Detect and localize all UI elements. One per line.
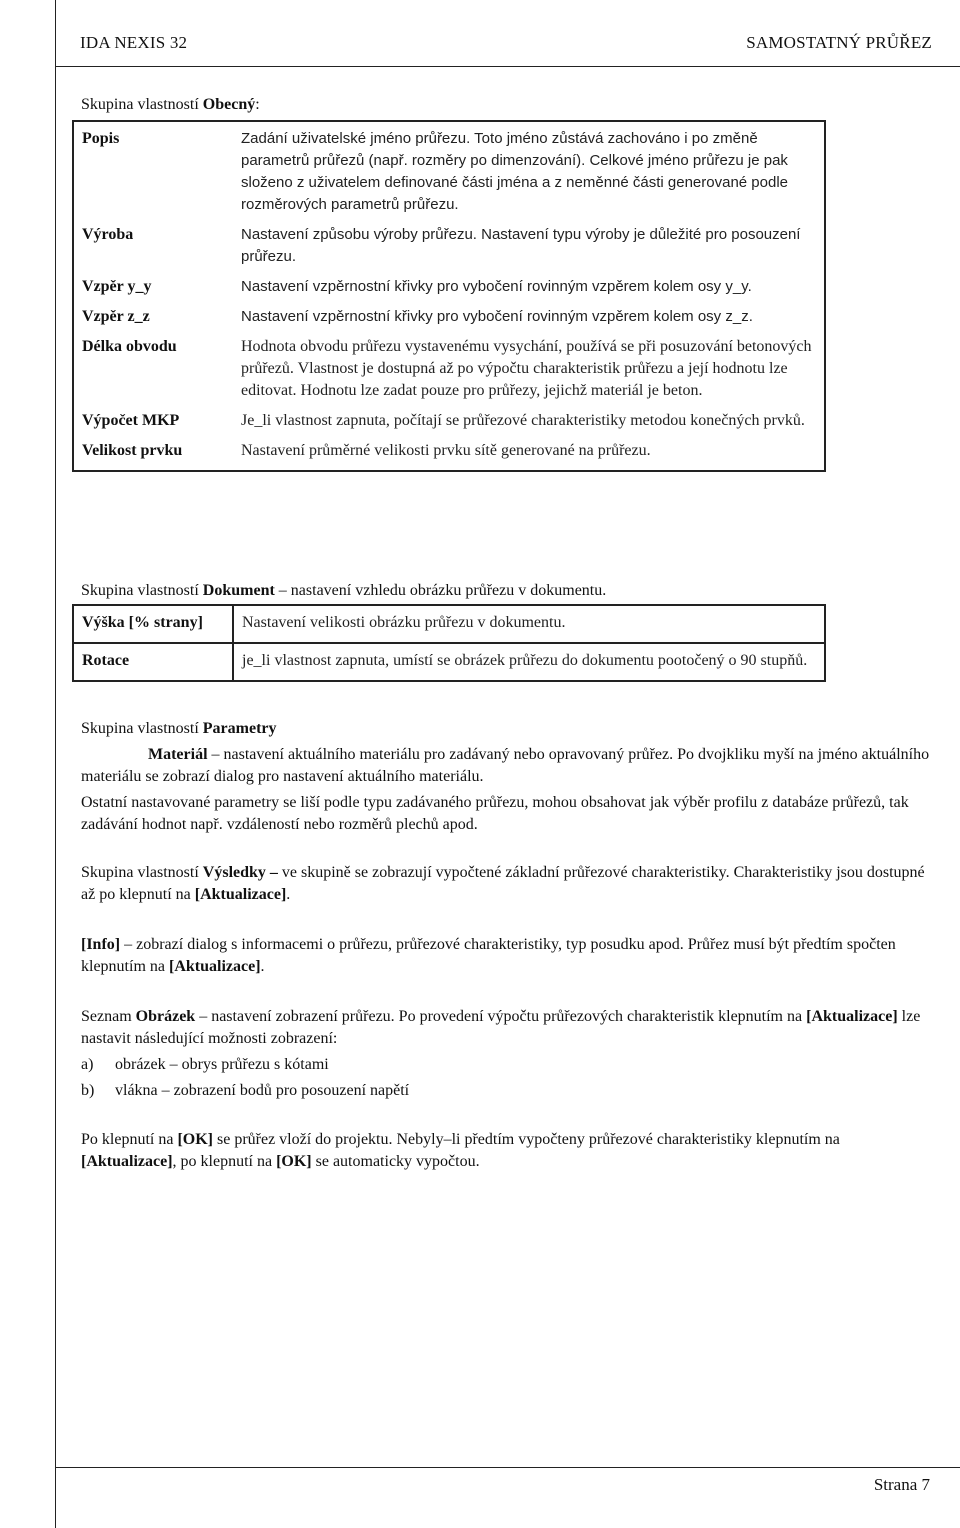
group-general-name: Obecný (202, 96, 256, 113)
prop-desc-velikost-prvku: Nastavení průměrné velikosti prvku sítě generované na průřezu. (241, 442, 651, 459)
document-properties-table (72, 604, 826, 682)
closing-paragraph: Po klepnutí na [OK] se průřez vloží do projektu. Nebyly–li předtím vypočteny průřezové charakteristiky klepnutím na [Aktualizace], po klepnutí na [OK] se automaticky vypočtou. (81, 1131, 840, 1170)
prop-key-delka-obvodu: Délka obvodu (82, 338, 177, 355)
table-row (73, 306, 825, 336)
table-row (73, 121, 825, 224)
table-row (73, 276, 825, 306)
prop-desc-delka-obvodu: Hodnota obvodu průřezu vystavenému vysychání, používá se při posuzování betonových průřezů. Vlastnost je dostupná až po výpočtu charakteristik průřezu a její hodnotu lze editovat. Hodnotu lze zadat pouze pro průřezy, jejichž materiál je beton. (241, 338, 812, 399)
table-row (73, 224, 825, 276)
prop-key-vzper-y: Vzpěr y_y (82, 278, 152, 295)
header-right-title: SAMOSTATNÝ PRŮŘEZ (746, 33, 932, 52)
aktualizace-button-ref: [Aktualizace] (194, 886, 287, 903)
prop-key-vyska: Výška [% strany] (73, 605, 233, 643)
list-item: a) obrázek – obrys průřezu s kótami (81, 1056, 329, 1073)
prop-desc-vzper-z: Nastavení vzpěrnostní křivky pro vybočení rovinným vzpěrem kolem osy z_z. (241, 308, 753, 325)
table-row (73, 336, 825, 410)
group-results-section: Skupina vlastností Výsledky – ve skupině se zobrazují vypočtené základní průřezové charakteristiky. Charakteristiky jsou dostupné až po klepnutí na [Aktualizace]. (81, 864, 925, 903)
general-properties-table (72, 120, 826, 472)
list-item: b) vlákna – zobrazení bodů pro posouzení napětí (81, 1082, 410, 1099)
group-document-name: Dokument (202, 582, 275, 599)
header-left-title: IDA NEXIS 32 (80, 33, 188, 52)
prop-desc-vyska: Nastavení velikosti obrázku průřezu v dokumentu. (242, 614, 566, 631)
page-margin-line (55, 0, 56, 1528)
table-row (73, 410, 825, 440)
group-document-heading: Skupina vlastností Dokument – nastavení vzhledu obrázku průřezu v dokumentu. (81, 582, 607, 599)
prop-desc-vypocet-mkp: Je_li vlastnost zapnuta, počítají se průřezové charakteristiky metodou konečných prvků. (241, 412, 805, 429)
prop-key-vypocet-mkp: Výpočet MKP (82, 412, 180, 429)
prop-key-vzper-z: Vzpěr z_z (82, 308, 150, 325)
material-paragraph: Materiál – nastavení aktuálního materiálu pro zadávaný nebo opravovaný průřez. Po dvojkliku myší na jméno aktuálního materiálu se zobrazí dialog pro nastavení aktuálního materiálu. (81, 746, 930, 785)
picture-section: Seznam Obrázek – nastavení zobrazení průřezu. Po provedení výpočtu průřezových charakteristik klepnutím na [Aktualizace] lze nastavit následující možnosti zobrazení: a) obrázek – obrys průřezu s kótami b) vlákna – zobrazení bodů pro posouzení napětí (81, 1006, 931, 1102)
group-general-heading: Skupina vlastností Obecný: (81, 96, 260, 113)
info-section: [Info] – zobrazí dialog s informacemi o průřezu, průřezové charakteristiky, typ posudku apod. Průřez musí být předtím spočten klepnutím na [Aktualizace]. (81, 936, 896, 975)
footer-rule (55, 1467, 960, 1468)
table-row (73, 440, 825, 471)
other-params-paragraph: Ostatní nastavované parametry se liší podle typu zadávaného průřezu, mohou obsahovat jak výběr profilu z databáze průřezů, tak zadávání hodnot např. vzdáleností nebo rozměrů plechů apod. (81, 794, 909, 833)
prop-desc-vyroba: Nastavení způsobu výroby průřezu. Nastavení typu výroby je důležité pro posouzení průřezu. (241, 226, 801, 265)
page-number: Strana 7 (873, 1475, 930, 1494)
prop-key-rotace: Rotace (73, 643, 233, 681)
prop-desc-popis: Zadání uživatelské jméno průřezu. Toto jméno zůstává zachováno i po změně parametrů průřezů (např. rozměry po dimenzování). Celkové jméno průřezu je pak složeno z uživatelem definované části jména a z neměnné části generované podle rozměrových parametrů průřezu. (241, 130, 789, 213)
group-params-section (81, 718, 931, 836)
info-button-ref: [Info] (81, 936, 121, 953)
prop-key-vyroba: Výroba (82, 226, 134, 243)
table-row (73, 605, 825, 643)
header-rule (55, 66, 960, 67)
prop-desc-vzper-y: Nastavení vzpěrnostní křivky pro vybočení rovinným vzpěrem kolem osy y_y. (241, 278, 752, 295)
prop-key-velikost-prvku: Velikost prvku (82, 442, 183, 459)
table-row (73, 643, 825, 681)
prop-desc-rotace: je_li vlastnost zapnuta, umístí se obrázek průřezu do dokumentu pootočený o 90 stupňů. (233, 643, 825, 681)
page-header (80, 32, 932, 54)
prop-key-popis: Popis (82, 130, 120, 147)
group-params-heading: Skupina vlastností Parametry (81, 720, 277, 737)
